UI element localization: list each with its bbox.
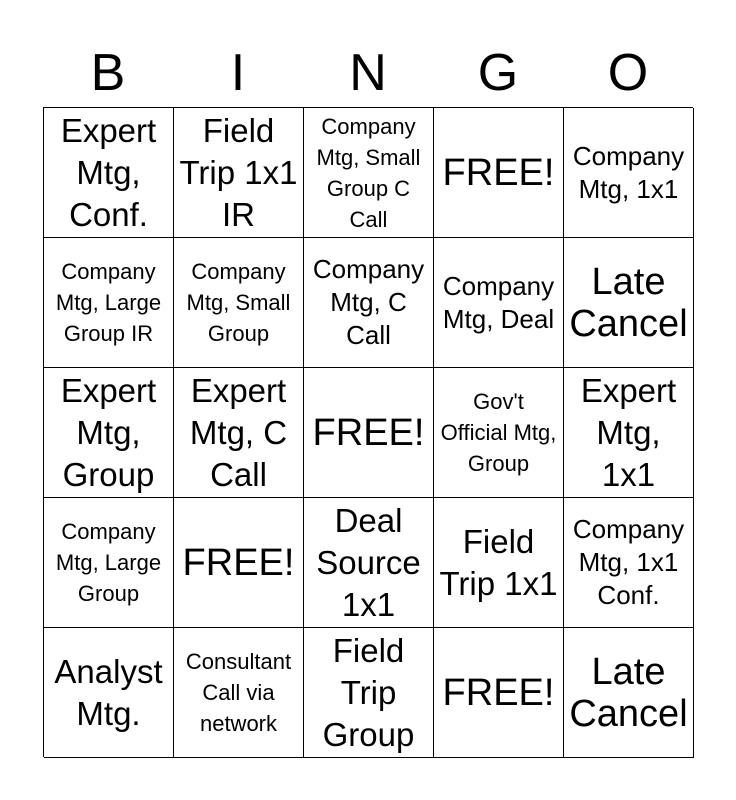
cell-text: Expert Mtg, 1x1 — [580, 371, 677, 493]
bingo-cell[interactable] — [304, 498, 434, 628]
header-letter-b: B — [90, 44, 126, 102]
free-space-cell[interactable] — [434, 628, 564, 758]
header-letter-g: G — [477, 44, 519, 102]
bingo-cell[interactable] — [434, 368, 564, 498]
bingo-cell[interactable] — [304, 108, 434, 238]
cell-text: Late Cancel — [569, 260, 688, 345]
cell-text: Company Mtg, Large Group IR — [55, 259, 162, 346]
cell-text: Company Mtg, 1x1 Conf. — [572, 514, 685, 610]
bingo-cell[interactable] — [44, 238, 174, 368]
cell-text: Analyst Mtg. — [54, 652, 163, 732]
cell-text: Company Mtg, Large Group — [55, 519, 162, 606]
cell-text: Company Mtg, Small Group C Call — [316, 113, 421, 232]
free-space-cell[interactable] — [174, 498, 304, 628]
cell-text: Field Trip 1x1 IR — [179, 111, 298, 233]
bingo-cell[interactable] — [304, 238, 434, 368]
bingo-cell[interactable] — [44, 368, 174, 498]
header-letter-i: I — [230, 44, 246, 102]
bingo-cell[interactable] — [434, 238, 564, 368]
cell-text: FREE! — [312, 411, 425, 454]
bingo-cell[interactable] — [44, 628, 174, 758]
cell-text: FREE! — [182, 541, 295, 584]
cell-text: Company Mtg, Small Group — [186, 259, 291, 346]
cell-text: Expert Mtg, C Call — [189, 371, 288, 493]
free-space-cell[interactable] — [304, 368, 434, 498]
bingo-cell[interactable] — [564, 628, 694, 758]
bingo-cell[interactable] — [564, 368, 694, 498]
cell-text: Consultant Call via network — [185, 649, 292, 736]
free-space-cell[interactable] — [434, 108, 564, 238]
cell-text: Expert Mtg, Group — [60, 371, 157, 493]
header-letter-o: O — [607, 44, 649, 102]
bingo-cell[interactable] — [174, 368, 304, 498]
bingo-cell[interactable] — [44, 108, 174, 238]
bingo-header — [43, 40, 693, 106]
cell-text: Gov't Official Mtg, Group — [440, 389, 557, 476]
bingo-cell[interactable] — [44, 498, 174, 628]
cell-text: Late Cancel — [569, 650, 688, 735]
cell-text: Company Mtg, Deal — [442, 270, 555, 334]
bingo-cell[interactable] — [564, 238, 694, 368]
bingo-cell[interactable] — [434, 498, 564, 628]
cell-text: Company Mtg, C Call — [312, 254, 425, 350]
bingo-cell[interactable] — [174, 628, 304, 758]
bingo-cell[interactable] — [174, 238, 304, 368]
cell-text: FREE! — [442, 671, 555, 714]
bingo-cell[interactable] — [174, 108, 304, 238]
bingo-cell[interactable] — [564, 108, 694, 238]
cell-text: Expert Mtg, Conf. — [60, 111, 157, 233]
cell-text: Field Trip 1x1 — [439, 522, 558, 602]
cell-text: Company Mtg, 1x1 — [572, 140, 685, 204]
bingo-cell[interactable] — [304, 628, 434, 758]
header-letter-n: N — [349, 44, 387, 102]
cell-text: FREE! — [442, 151, 555, 194]
cell-text: Field Trip Group — [322, 631, 415, 753]
cell-text: Deal Source 1x1 — [316, 501, 421, 623]
bingo-board — [43, 107, 693, 757]
bingo-cell[interactable] — [564, 498, 694, 628]
